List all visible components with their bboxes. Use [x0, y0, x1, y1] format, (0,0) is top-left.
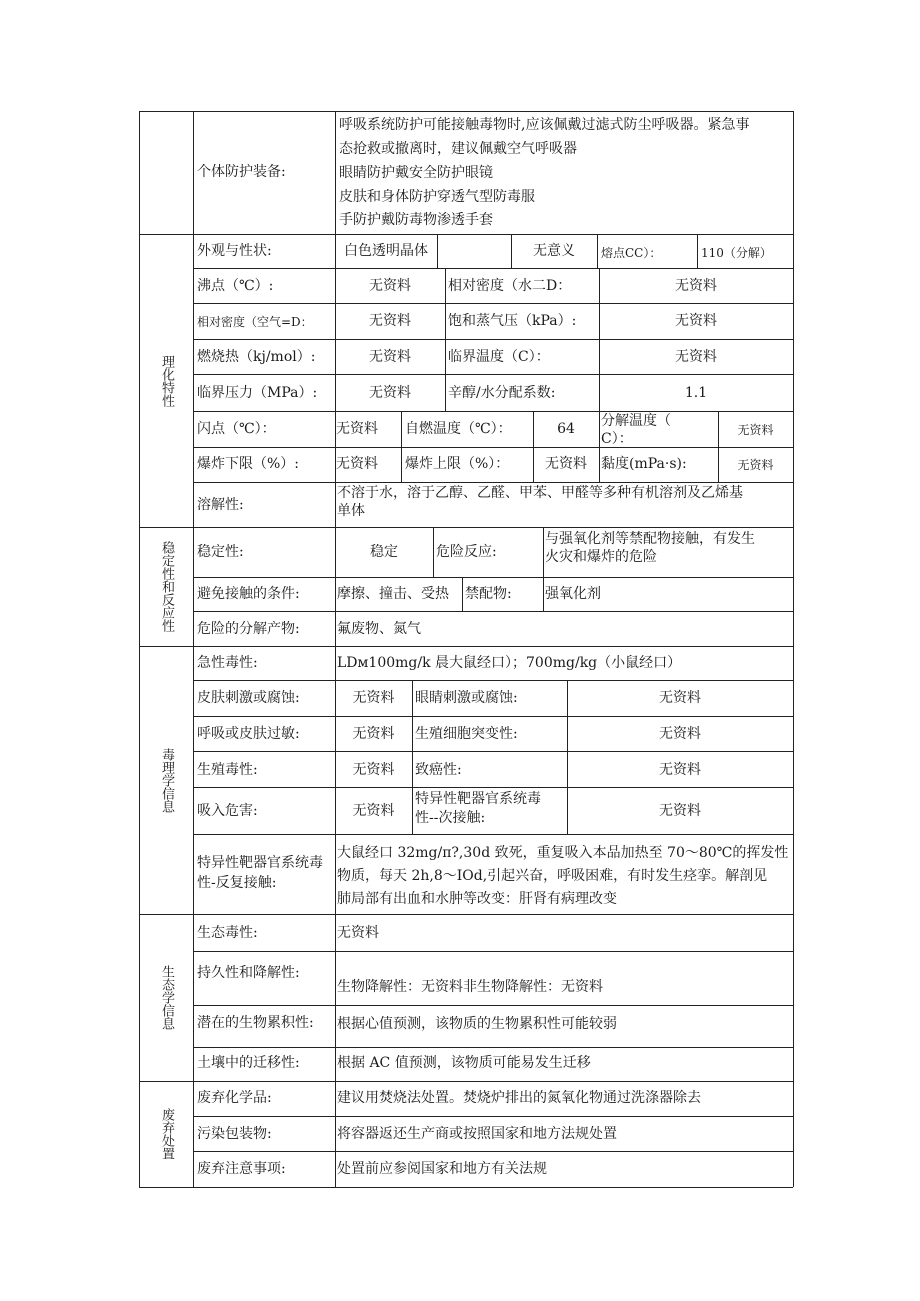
section-tox — [139, 646, 193, 914]
autoign-label: 自燃温度（℃）： — [405, 421, 512, 437]
decomp-temp-label-2: C）： — [601, 431, 633, 447]
ppe-line-5: 手防护戴防毒物渗透手套 — [339, 212, 493, 228]
mobility-label: 土壤中的迁移性: — [197, 1055, 300, 1071]
asp-value: 无资料 — [352, 803, 395, 819]
section-disposal-label: 废弃处置 — [159, 1108, 174, 1160]
visc-label: 黏度(mPa·s): — [601, 456, 687, 472]
uel-value: 无资料 — [545, 456, 587, 472]
flash-label: 闪点（℃）： — [197, 421, 276, 437]
waste-label: 废弃化学品: — [197, 1090, 272, 1106]
stot-single-label-2: 性--次接触: — [415, 810, 486, 826]
divider — [193, 268, 793, 269]
vapor-value: 无资料 — [675, 313, 717, 329]
ppe-line-4: 皮肤和身体防护穿透气型防毒服 — [339, 189, 535, 205]
stab-label: 稳定性: — [197, 544, 244, 560]
divider — [193, 374, 793, 375]
incompat-value: 强氧化剂 — [545, 586, 601, 602]
pack-value: 将容器返还生产商或按照国家和地方法规处置 — [337, 1126, 617, 1142]
hazrx-line-1: 与强氧化剂等禁配物接触，有发生 — [545, 531, 755, 547]
crit-press-value: 无资料 — [369, 385, 411, 401]
divider — [139, 1081, 793, 1082]
heat-label: 燃烧热（kj/mol）: — [197, 349, 316, 365]
stab-value: 稳定 — [370, 544, 398, 560]
carc-label: 致癌性: — [415, 762, 462, 778]
table-border-right — [793, 111, 794, 1187]
stot-single-label-1: 特异性靶器官系统毒 — [415, 791, 541, 807]
ppe-label: 个体防护装备: — [197, 164, 286, 180]
divider — [193, 1047, 793, 1048]
ppe-line-2: 态抢救或撤离时，建议佩戴空气呼吸器 — [339, 141, 577, 157]
sens-label: 呼吸或皮肤过敏: — [197, 726, 300, 742]
sol-label: 溶解性: — [197, 497, 244, 513]
section-physchem-label: 理化特性 — [159, 354, 174, 407]
divider — [412, 680, 413, 834]
divider — [193, 411, 793, 412]
autoign-value: 64 — [557, 421, 575, 437]
divider — [139, 646, 793, 647]
divider — [433, 527, 434, 577]
rel-density-water-value: 无资料 — [675, 278, 717, 294]
divider — [139, 914, 793, 915]
mobility-value: 根据 AC 值预测，该物质可能易发生迁移 — [337, 1055, 591, 1071]
bp-label: 沸点（℃）: — [197, 278, 274, 294]
divider — [193, 1116, 793, 1117]
muta-value: 无资料 — [659, 726, 701, 742]
avoid-label: 避免接触的条件: — [197, 586, 300, 602]
label-column-divider — [335, 111, 336, 1187]
divider — [697, 234, 698, 268]
stot-rep-line-1: 大鼠经口 32mg/π?,30d 致死，重复吸入本品加热至 70～80℃的挥发性 — [337, 845, 789, 861]
sds-table — [139, 111, 793, 1187]
divider — [445, 268, 446, 411]
visc-value: 无资料 — [737, 458, 774, 472]
divider — [597, 234, 598, 268]
bioacc-value: 根据心值预测，该物质的生物累积性可能较弱 — [337, 1016, 617, 1032]
sens-value: 无资料 — [352, 726, 395, 742]
section-eco — [139, 914, 193, 1081]
appearance-label: 外观与性状: — [197, 243, 272, 259]
divider — [193, 1005, 793, 1006]
divider — [193, 680, 793, 681]
divider — [193, 951, 793, 952]
divider — [193, 787, 793, 788]
divider — [543, 527, 544, 577]
divider — [139, 527, 793, 528]
table-border-top — [139, 111, 793, 112]
divider — [193, 339, 793, 340]
notes-label: 废弃注意事项: — [197, 1161, 286, 1177]
waste-value: 建议用焚烧法处置。焚烧炉排出的氮氧化物通过洗涤器除去 — [337, 1090, 701, 1106]
stot-rep-line-2: 物质，每天 2h,8～IOd,引起兴奋，呼吸困难，有时发生痉挛。解剖见 — [337, 868, 768, 884]
mp-label: 熔点CC）： — [601, 246, 662, 260]
logp-value: 1.1 — [684, 385, 708, 401]
divider — [437, 234, 438, 268]
divider — [193, 834, 793, 835]
heat-value: 无资料 — [369, 349, 411, 365]
ppe-line-1: 呼吸系统防护可能接触毒物时,应该佩戴过滤式防尘呼吸器。紧急事 — [339, 117, 750, 133]
stot-rep-line-3: 肺局部有出血和水肿等改变：肝肾有病理改变 — [337, 891, 617, 907]
muta-label: 生殖细胞突变性: — [415, 726, 518, 742]
rel-density-air-label: 相对密度（空气=D： — [197, 315, 313, 329]
vapor-label: 饱和蒸气压（kPa）: — [448, 313, 577, 329]
stot-rep-label-2: 性-反复接触: — [197, 875, 277, 891]
lel-label: 爆炸下限（%）: — [197, 456, 300, 472]
section-column-divider — [193, 111, 194, 1187]
carc-value: 无资料 — [659, 762, 701, 778]
rel-density-water-label: 相对密度（水二D： — [448, 278, 572, 294]
bp-value: 无资料 — [369, 278, 411, 294]
persist-label: 持久性和降解性: — [197, 965, 300, 981]
ecotox-value: 无资料 — [337, 925, 379, 941]
lel-value: 无资料 — [336, 456, 378, 472]
uel-label: 爆炸上限（%）： — [405, 456, 510, 472]
notes-value: 处置前应参阅国家和地方有关法规 — [337, 1161, 547, 1177]
sol-line-1: 不溶于水，溶于乙醇、乙醛、甲苯、甲醛等多种有机溶剂及乙烯基 — [337, 485, 743, 501]
incompat-label: 禁配物: — [465, 586, 512, 602]
odor-value: 无意义 — [533, 243, 575, 259]
divider — [462, 577, 463, 611]
crit-press-label: 临界压力（MPa）: — [197, 385, 318, 401]
section-disposal — [139, 1081, 193, 1187]
sol-line-2: 单体 — [337, 503, 365, 519]
section-stability-label: 稳定性和反应性 — [159, 541, 174, 632]
skin-label: 皮肤刺激或腐蚀: — [197, 690, 300, 706]
appearance-value: 白色透明晶体 — [344, 243, 428, 259]
ppe-line-3: 眼睛防护戴安全防护眼镜 — [339, 165, 493, 181]
divider — [193, 716, 793, 717]
divider — [193, 447, 793, 448]
persist-value: 生物降解性：无资料非生物降解性：无资料 — [337, 979, 603, 995]
eye-value: 无资料 — [659, 690, 701, 706]
divider — [193, 611, 793, 612]
hazrx-line-2: 火灾和爆炸的危险 — [545, 549, 657, 565]
divider — [139, 234, 793, 235]
section-eco-label: 生态学信息 — [159, 965, 174, 1030]
divider — [193, 751, 793, 752]
section-tox-label: 毒理学信息 — [159, 747, 174, 813]
divider — [193, 303, 793, 304]
flash-value: 无资料 — [336, 421, 378, 437]
repro-value: 无资料 — [352, 762, 395, 778]
asp-label: 吸入危害: — [197, 803, 258, 819]
decomp-temp-label-1: 分解温度（ — [601, 413, 671, 429]
section-stability — [139, 527, 193, 646]
logp-label: 辛醇/水分配系数: — [448, 385, 556, 401]
acute-label: 急性毒性: — [197, 655, 258, 671]
crit-temp-value: 无资料 — [675, 349, 717, 365]
avoid-value: 摩擦、撞击、受热 — [337, 586, 449, 602]
table-border-bottom — [139, 1187, 793, 1188]
repro-label: 生殖毒性: — [197, 762, 258, 778]
ecotox-label: 生态毒性: — [197, 925, 258, 941]
section-physchem — [139, 234, 193, 527]
skin-value: 无资料 — [352, 690, 395, 706]
decomp-products-label: 危险的分解产物: — [197, 621, 300, 637]
crit-temp-label: 临界温度（C）： — [448, 349, 550, 365]
pack-label: 污染包装物: — [197, 1126, 272, 1142]
eye-label: 眼睛刺激或腐蚀: — [415, 690, 518, 706]
divider — [193, 1151, 793, 1152]
stot-single-value: 无资料 — [659, 803, 701, 819]
bioacc-label: 潜在的生物累积性: — [197, 1015, 314, 1031]
hazrx-label: 危险反应: — [436, 544, 497, 560]
mp-value: 110（分解） — [701, 246, 772, 260]
decomp-products-value: 氟废物、氮气 — [337, 621, 421, 637]
divider — [401, 411, 402, 482]
divider — [599, 411, 600, 482]
decomp-temp-value: 无资料 — [737, 423, 774, 437]
acute-value: LDм100mg/k 晨大鼠经口）；700mg/kg（小鼠经口） — [337, 655, 682, 671]
stot-rep-label-1: 特异性靶器官系统毒 — [197, 855, 323, 871]
rel-density-air-value: 无资料 — [369, 313, 411, 329]
divider — [543, 577, 544, 611]
divider — [193, 577, 793, 578]
